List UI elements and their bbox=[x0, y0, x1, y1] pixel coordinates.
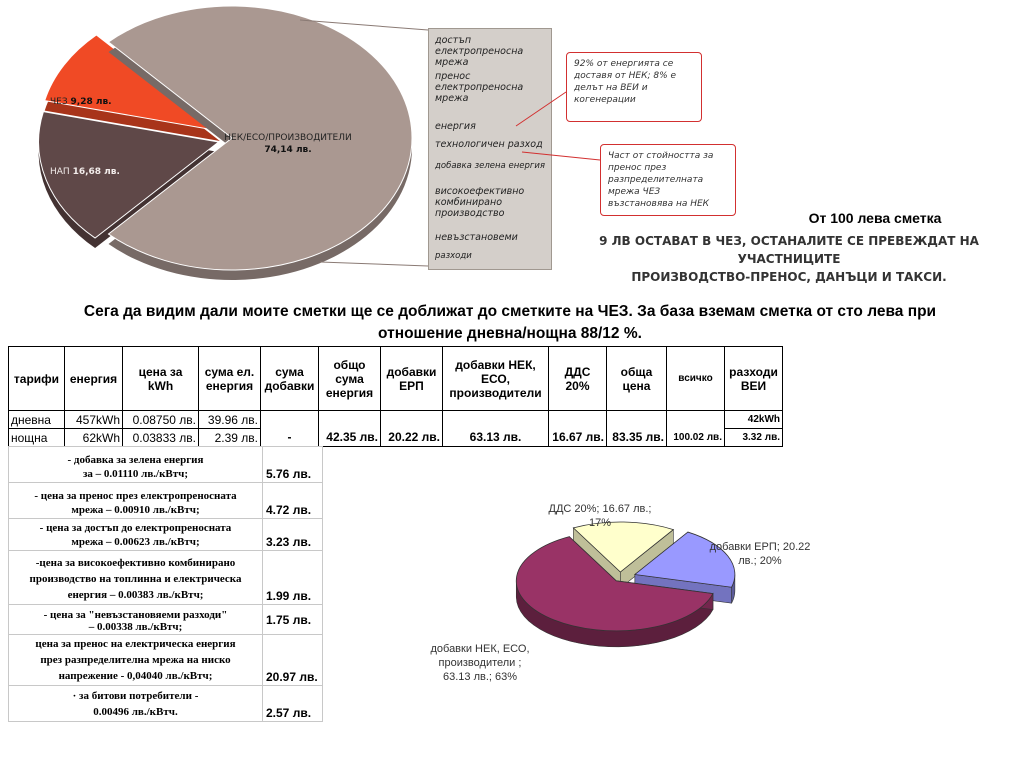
fee-value: 1.99 лв. bbox=[263, 551, 323, 605]
cell-price: 0.08750 лв. bbox=[123, 411, 199, 429]
cell-vat: 16.67 лв. bbox=[549, 429, 607, 447]
nap-label: НАП 16,68 лв. bbox=[50, 167, 120, 177]
caption-subtitle bbox=[560, 232, 1018, 286]
cell-tariff: дневна bbox=[9, 411, 65, 429]
heading-line-2: отношение дневна/нощна 88/12 %. bbox=[378, 325, 642, 342]
vat-label-2: 17% bbox=[588, 517, 612, 529]
col-header: разходи ВЕИ bbox=[725, 347, 783, 411]
cell-empty bbox=[261, 411, 319, 429]
cell-energy: 457kWh bbox=[65, 411, 123, 429]
page-heading bbox=[20, 301, 1000, 345]
fee-description: · за битови потребители - 0.00496 лв./кВтч. bbox=[9, 686, 263, 722]
breakdown-item: добавка зелена енергия bbox=[435, 161, 545, 171]
breakdown-item: високоефективно комбинирано производство bbox=[435, 186, 525, 219]
cell-sum: 2.39 лв. bbox=[199, 429, 261, 447]
fee-description: - цена за пренос през електропреносната мрежа – 0.00910 лв./кВтч; bbox=[9, 483, 263, 519]
nek-value: 74,14 лв. bbox=[264, 145, 312, 155]
col-header: добавки НЕК, ЕСО, производители bbox=[443, 347, 549, 411]
cell-sum: 39.96 лв. bbox=[199, 411, 261, 429]
connector-bottom bbox=[320, 262, 428, 266]
table-row bbox=[9, 411, 783, 429]
breakdown-item: разходи bbox=[435, 251, 472, 261]
chez-label: ЧЕЗ 9,28 лв. bbox=[50, 97, 112, 107]
nek-pie-label-3: 63.13 лв.; 63% bbox=[442, 671, 518, 683]
col-header: обща цена bbox=[607, 347, 667, 411]
cell-erp: 20.22 лв. bbox=[381, 429, 443, 447]
cell-empty bbox=[381, 411, 443, 429]
cell-empty bbox=[607, 411, 667, 429]
breakdown-item: пренос електропреносна мрежа bbox=[435, 71, 524, 104]
cell-empty bbox=[549, 411, 607, 429]
fee-description: -цена за високоефективно комбинирано производство на топлинна и електрическа енергия – 0.00383 лв./кВтч; bbox=[9, 551, 263, 605]
erp-label-2: лв.; 20% bbox=[738, 555, 782, 567]
col-header: ДДС 20% bbox=[549, 347, 607, 411]
cell-vei: 3.32 лв. bbox=[725, 429, 783, 447]
breakdown-item: невъзстановеми bbox=[435, 232, 518, 243]
cell-tariff: нощна bbox=[9, 429, 65, 447]
cell-all: 100.02 лв. bbox=[667, 429, 725, 447]
cell-vei: 42kWh bbox=[725, 411, 783, 429]
breakdown-item: енергия bbox=[435, 121, 476, 132]
breakdown-item: технологичен разход bbox=[435, 139, 543, 150]
callout-energy: 92% от енергията се доставя от НЕК; 8% е делът на ВЕИ и когенерации bbox=[566, 52, 702, 122]
col-header: сума добавки bbox=[261, 347, 319, 411]
fee-value: 20.97 лв. bbox=[263, 635, 323, 686]
fee-row bbox=[9, 551, 323, 605]
caption-title: От 100 лева сметка bbox=[808, 210, 942, 226]
fee-description: - цена за достъп до електропреносната мрежа – 0.00623 лв./кВтч; bbox=[9, 519, 263, 551]
cell-empty bbox=[667, 411, 725, 429]
tariff-table bbox=[8, 346, 783, 447]
fees-table bbox=[8, 446, 323, 722]
fee-row bbox=[9, 483, 323, 519]
col-header: сума ел. енергия bbox=[199, 347, 261, 411]
nek-pie-label-2: производители ; bbox=[438, 657, 522, 669]
caption-line-1: 9 ЛВ ОСТАВАТ В ЧЕЗ, ОСТАНАЛИТЕ СЕ ПРЕВЕЖДАТ НА УЧАСТНИЦИТЕ bbox=[599, 234, 979, 266]
cell-empty bbox=[319, 411, 381, 429]
nek-label: НЕК/ЕСО/ПРОИЗВОДИТЕЛИ bbox=[224, 133, 352, 143]
cell-additions: - bbox=[261, 429, 319, 447]
fee-row bbox=[9, 447, 323, 483]
caption-line-2: ПРОИЗВОДСТВО-ПРЕНОС, ДАНЪЦИ И ТАКСИ. bbox=[631, 270, 947, 284]
cell-total-energy: 42.35 лв. bbox=[319, 429, 381, 447]
callout-transmission: Част от стойността за пренос през разпределителната мрежа ЧЕЗ възстановява на НЕК bbox=[600, 144, 736, 216]
fee-description: - добавка за зелена енергия за – 0.01110 лв./кВтч; bbox=[9, 447, 263, 483]
fee-value: 1.75 лв. bbox=[263, 605, 323, 635]
fee-value: 3.23 лв. bbox=[263, 519, 323, 551]
heading-line-1: Сега да видим дали моите сметки ще се доближат до сметките на ЧЕЗ. За база вземам сметка от сто лева при bbox=[83, 303, 937, 320]
fee-description: цена за пренос на електрическа енергия през разпределителна мрежа на ниско напрежение - 0,04040 лв./кВтч; bbox=[9, 635, 263, 686]
breakdown-item: достъп електропреносна мрежа bbox=[435, 35, 524, 68]
col-header: енергия bbox=[65, 347, 123, 411]
col-header: тарифи bbox=[9, 347, 65, 411]
table-header-row bbox=[9, 347, 783, 411]
table-row bbox=[9, 429, 783, 447]
nek-pie-label-1: добавки НЕК, ЕСО, bbox=[430, 643, 530, 655]
erp-label-1: добавки ЕРП; 20.22 bbox=[709, 541, 811, 553]
cell-total-price: 83.35 лв. bbox=[607, 429, 667, 447]
vat-label-1: ДДС 20%; 16.67 лв.; bbox=[548, 503, 652, 515]
col-header: общо сума енергия bbox=[319, 347, 381, 411]
col-header: добавки ЕРП bbox=[381, 347, 443, 411]
cell-empty bbox=[443, 411, 549, 429]
fee-description: - цена за "невъзстановяеми разходи" – 0.00338 лв./кВтч; bbox=[9, 605, 263, 635]
cell-nek: 63.13 лв. bbox=[443, 429, 549, 447]
fee-row bbox=[9, 686, 323, 722]
cell-energy: 62kWh bbox=[65, 429, 123, 447]
fee-value: 2.57 лв. bbox=[263, 686, 323, 722]
cell-price: 0.03833 лв. bbox=[123, 429, 199, 447]
fee-row bbox=[9, 605, 323, 635]
fee-value: 4.72 лв. bbox=[263, 483, 323, 519]
fee-row bbox=[9, 519, 323, 551]
col-header: всичко bbox=[667, 347, 725, 411]
col-header: цена за kWh bbox=[123, 347, 199, 411]
fee-row bbox=[9, 635, 323, 686]
fee-value: 5.76 лв. bbox=[263, 447, 323, 483]
bottom-pie-chart bbox=[420, 490, 860, 690]
